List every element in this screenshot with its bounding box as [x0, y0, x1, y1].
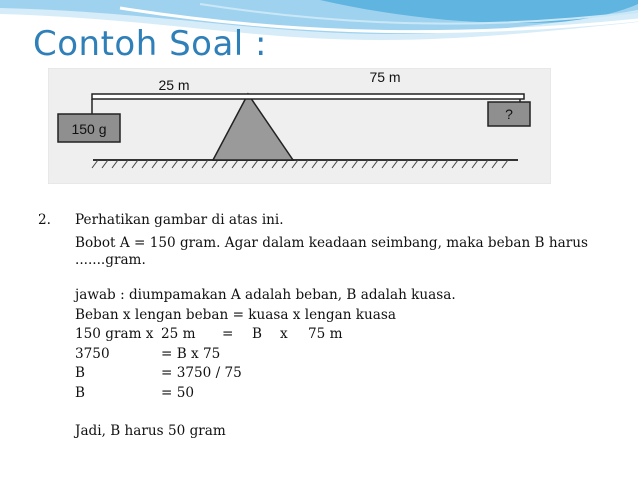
- lever-diagram: [48, 68, 551, 184]
- page-title: Contoh Soal :: [33, 24, 268, 64]
- step-1-rhs-arm: 75 m: [308, 326, 343, 342]
- right-distance-label: 75 m: [369, 69, 401, 85]
- step-1-lhs-arm: 25 m: [161, 326, 196, 342]
- step-1-times: x: [280, 326, 288, 342]
- lever-beam: [92, 94, 524, 99]
- formula: Beban x lengan beban = kuasa x lengan kuasa: [75, 307, 396, 323]
- problem-statement-1: Bobot A = 150 gram. Agar dalam keadaan seimbang, maka beban B harus: [75, 235, 588, 251]
- step-4-lhs: B: [75, 385, 85, 401]
- answer-intro: jawab : diumpamakan A adalah beban, B adalah kuasa.: [75, 287, 456, 303]
- load-b-label: ?: [505, 106, 513, 122]
- step-3-rhs: = 3750 / 75: [161, 365, 242, 381]
- problem-statement-2: .......gram.: [75, 252, 146, 268]
- left-distance-label: 25 m: [158, 77, 190, 93]
- step-1-b: B: [252, 326, 262, 342]
- step-2-lhs: 3750: [75, 346, 110, 362]
- step-1-lhs: 150 gram x: [75, 326, 154, 342]
- conclusion: Jadi, B harus 50 gram: [75, 423, 226, 439]
- step-2-rhs: = B x 75: [161, 346, 221, 362]
- load-a-label: 150 g: [71, 121, 107, 137]
- problem-prompt: Perhatikan gambar di atas ini.: [75, 212, 284, 228]
- step-4-rhs: = 50: [161, 385, 195, 401]
- step-3-lhs: B: [75, 365, 85, 381]
- step-1-equals: =: [222, 326, 234, 342]
- problem-number: 2.: [38, 212, 51, 228]
